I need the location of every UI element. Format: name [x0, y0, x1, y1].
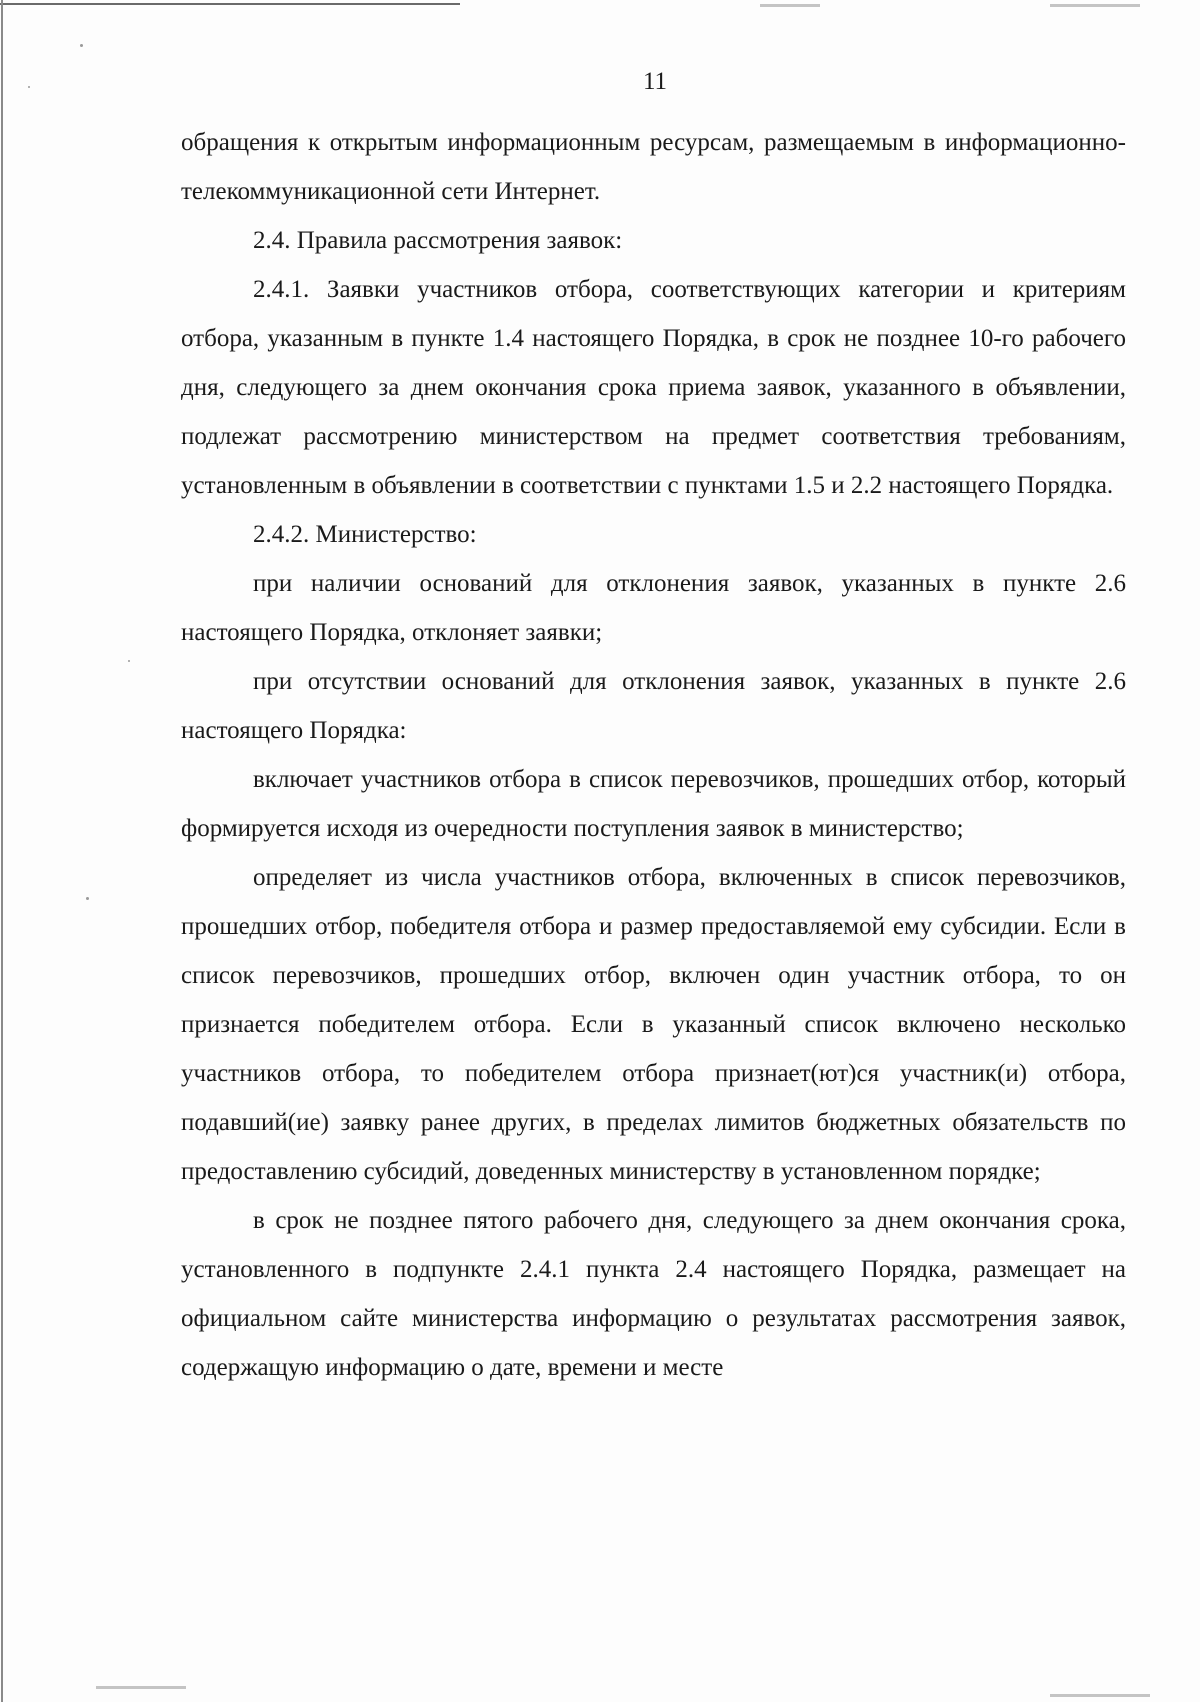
paragraph: 2.4. Правила рассмотрения заявок: [253, 227, 623, 254]
paragraph: 2.4.2. Министерство: [253, 521, 477, 548]
paragraph: включает участников отбора в список перевозчиков, прошедших отбор, который формируется исходя из очередности поступления заявок в министерство; [181, 766, 1126, 842]
document-body [181, 118, 1126, 1392]
scan-left-edge [1, 0, 3, 1702]
scan-speck [128, 660, 130, 662]
scan-top-rule [0, 3, 460, 5]
paragraph: при наличии оснований для отклонения заявок, указанных в пункте 2.6 настоящего Порядка, отклоняет заявки; [181, 570, 1126, 646]
paragraph: в срок не позднее пятого рабочего дня, следующего за днем окончания срока, установленного в подпункте 2.4.1 пункта 2.4 настоящего Порядка, размещает на официальном сайте министерства информацию о результатах рассмотрения заявок, содержащую информацию о дате, времени и месте [181, 1207, 1126, 1381]
scan-speck [86, 897, 89, 900]
paragraph: определяет из числа участников отбора, включенных в список перевозчиков, прошедших отбор, победителя отбора и размер предоставляемой ему субсидии. Если в список перевозчиков, прошедших отбор, включен один участник отбора, то он признается победителем отбора. Если в указанный список включено несколько участников отбора, то победителем отбора признает(ют)ся участник(и) отбора, подавший(ие) заявку ранее других, в пределах лимитов бюджетных обязательств по предоставлению субсидий, доведенных министерству в установленном порядке; [181, 864, 1126, 1185]
scan-speck [80, 44, 83, 47]
paragraph: при отсутствии оснований для отклонения заявок, указанных в пункте 2.6 настоящего Порядка: [181, 668, 1126, 744]
scan-smudge [760, 4, 820, 7]
scan-smudge [1050, 1694, 1150, 1697]
scan-smudge [96, 1686, 186, 1689]
paragraph: 2.4.1. Заявки участников отбора, соответствующих категории и критериям отбора, указанным в пункте 1.4 настоящего Порядка, в срок не позднее 10-го рабочего дня, следующего за днем окончания срока приема заявок, указанного в объявлении, подлежат рассмотрению министерством на предмет соответствия требованиям, установленным в объявлении в соответствии с пунктами 1.5 и 2.2 настоящего Порядка. [181, 276, 1126, 499]
page-number: 11 [642, 68, 668, 95]
scan-smudge [1050, 4, 1140, 7]
paragraph: обращения к открытым информационным ресурсам, размещаемым в информационно-телекоммуникационной сети Интернет. [181, 129, 1126, 205]
